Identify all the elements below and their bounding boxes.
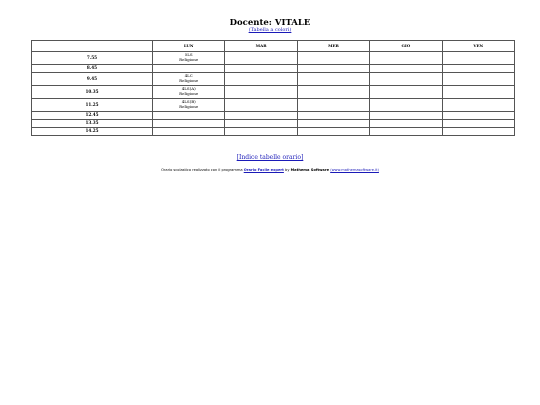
subject-name: Religione xyxy=(179,57,199,62)
subject-name: Religione xyxy=(179,91,199,96)
schedule-cell xyxy=(225,112,297,120)
schedule-cell xyxy=(153,52,225,65)
schedule-cell xyxy=(442,120,514,128)
schedule-cell xyxy=(297,86,369,99)
schedule-cell xyxy=(297,112,369,120)
schedule-cell xyxy=(297,52,369,65)
schedule-cell xyxy=(370,99,442,112)
table-row xyxy=(32,86,515,99)
schedule-cell xyxy=(297,65,369,73)
corner-cell xyxy=(32,41,153,52)
table-row xyxy=(32,128,515,136)
footer xyxy=(0,168,540,173)
schedule-cell xyxy=(225,86,297,99)
schedule-cell xyxy=(297,120,369,128)
time-slot: 11.25 xyxy=(32,99,153,112)
class-name: 4LS(B) xyxy=(181,99,196,105)
schedule-cell xyxy=(153,65,225,73)
schedule-cell xyxy=(225,65,297,73)
schedule-cell xyxy=(370,65,442,73)
schedule-cell xyxy=(297,73,369,86)
day-header: VEN xyxy=(442,41,514,52)
table-row xyxy=(32,65,515,73)
table-row xyxy=(32,99,515,112)
timetable-header-row xyxy=(32,41,515,52)
time-slot: 14.25 xyxy=(32,128,153,136)
time-slot: 9.45 xyxy=(32,73,153,86)
time-slot: 7.55 xyxy=(32,52,153,65)
schedule-cell xyxy=(442,52,514,65)
schedule-cell xyxy=(370,52,442,65)
table-row xyxy=(32,52,515,65)
color-table-link[interactable]: (Tabella a colori) xyxy=(248,27,292,33)
schedule-cell xyxy=(442,73,514,86)
subject-name: Religione xyxy=(179,104,199,109)
page-title: Docente: VITALE xyxy=(229,18,311,28)
schedule-cell xyxy=(153,120,225,128)
schedule-cell xyxy=(442,128,514,136)
program-name: Orario Facile expert xyxy=(243,168,284,172)
schedule-cell xyxy=(153,86,225,99)
subject-name: Religione xyxy=(179,78,199,83)
schedule-cell xyxy=(370,112,442,120)
day-header: GIO xyxy=(370,41,442,52)
class-name: 4LS(A) xyxy=(181,86,196,92)
schedule-cell xyxy=(153,99,225,112)
schedule-cell xyxy=(370,73,442,86)
class-name: 4LC xyxy=(184,73,193,79)
time-slot: 13.35 xyxy=(32,120,153,128)
schedule-cell xyxy=(153,112,225,120)
program-link[interactable] xyxy=(244,168,284,172)
schedule-cell xyxy=(153,73,225,86)
schedule-cell xyxy=(370,120,442,128)
schedule-cell xyxy=(442,99,514,112)
schedule-cell xyxy=(442,65,514,73)
schedule-cell xyxy=(297,128,369,136)
timetable-body xyxy=(32,52,515,136)
class-name: 5LS xyxy=(184,52,193,58)
schedule-cell xyxy=(225,120,297,128)
footer-by: by xyxy=(283,168,291,172)
schedule-cell xyxy=(370,128,442,136)
schedule-cell xyxy=(225,99,297,112)
schedule-cell xyxy=(225,73,297,86)
schedule-cell xyxy=(442,112,514,120)
day-header: MAR xyxy=(225,41,297,52)
schedule-cell xyxy=(225,128,297,136)
footer-prefix: Orario scolastico realizzato con il programma xyxy=(161,168,244,172)
schedule-cell xyxy=(225,52,297,65)
table-row xyxy=(32,73,515,86)
color-table-link-wrapper xyxy=(0,27,540,33)
index-link-wrapper xyxy=(0,154,540,161)
time-slot: 10.35 xyxy=(32,86,153,99)
table-row xyxy=(32,112,515,120)
time-slot: 8.45 xyxy=(32,65,153,73)
time-slot: 12.45 xyxy=(32,112,153,120)
schedule-cell xyxy=(153,128,225,136)
timetable xyxy=(31,40,515,136)
day-header: LUN xyxy=(153,41,225,52)
schedule-cell xyxy=(297,99,369,112)
table-row xyxy=(32,120,515,128)
website-link[interactable]: (www.mathemasoftware.it) xyxy=(330,168,379,172)
day-header: MER xyxy=(297,41,369,52)
schedule-cell xyxy=(370,86,442,99)
index-link[interactable]: [Indice tabelle orario] xyxy=(236,154,304,161)
schedule-cell xyxy=(442,86,514,99)
company-name: Mathema Software xyxy=(290,168,330,172)
